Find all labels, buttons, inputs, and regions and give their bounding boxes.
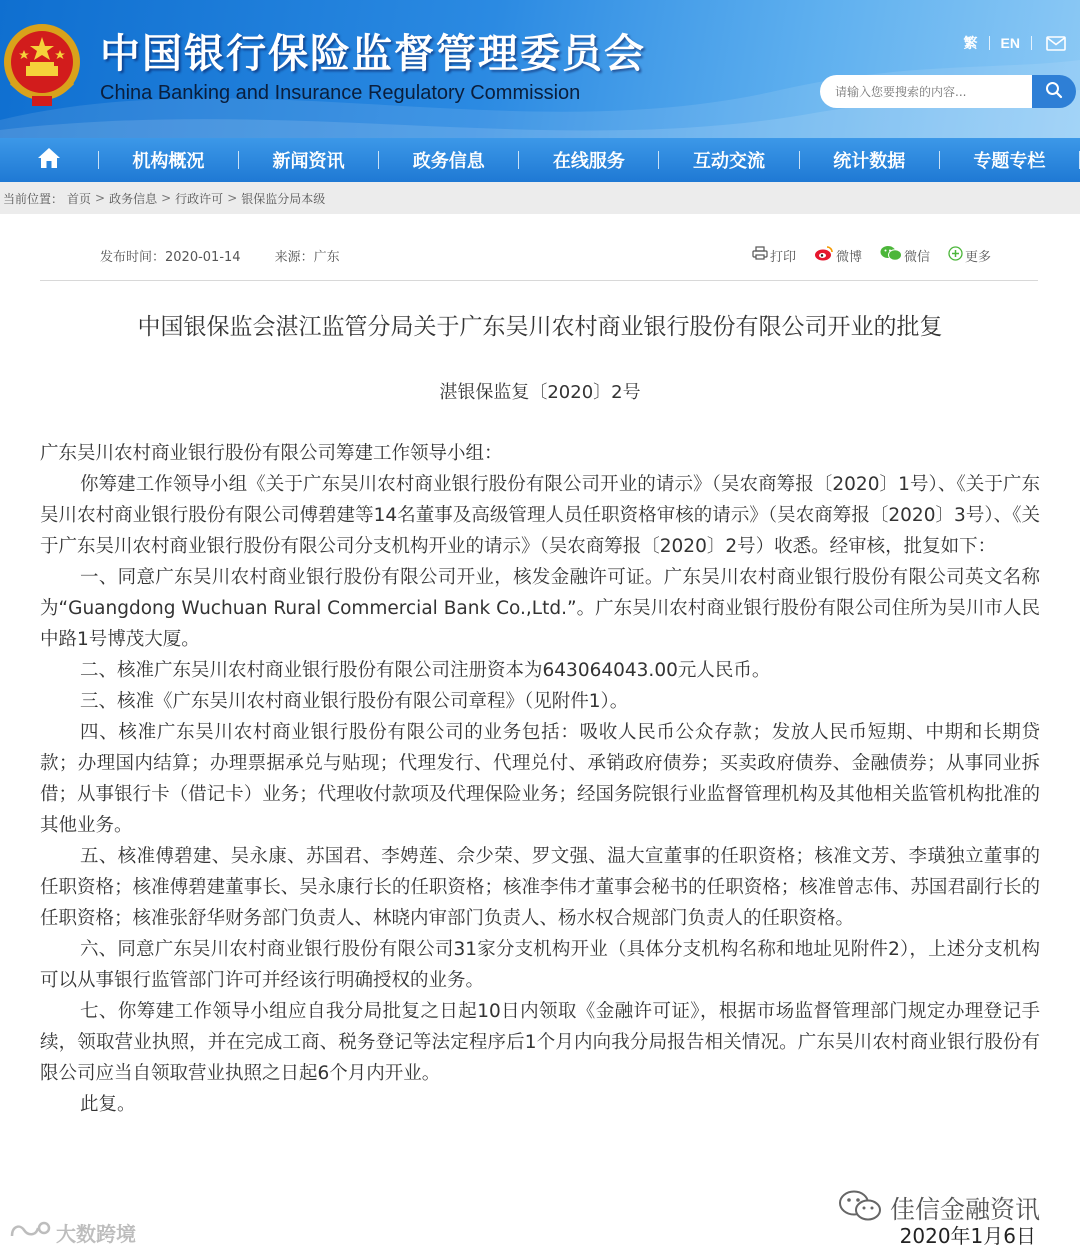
print-label: 打印 xyxy=(770,249,797,265)
article-paragraph: 二、核准广东吴川农村商业银行股份有限公司注册资本为643064043.00元人民币。 xyxy=(80,660,771,681)
nav-item-online-services[interactable]: 在线服务 xyxy=(552,151,625,172)
breadcrumb-prefix: 当前位置： xyxy=(3,191,64,206)
search-box xyxy=(820,75,1076,108)
search-icon xyxy=(1045,81,1063,103)
print-button[interactable] xyxy=(752,246,796,265)
breadcrumb xyxy=(0,182,1080,214)
search-button[interactable] xyxy=(1032,75,1076,108)
breadcrumb-admin-license-link[interactable]: 行政许可 xyxy=(175,191,224,206)
breadcrumb-government-info-link[interactable]: 政务信息 xyxy=(109,191,158,206)
publish-time: 发布时间：2020-01-14 xyxy=(100,250,241,265)
wechat-account-name: 佳信金融资讯 xyxy=(890,1195,1041,1224)
share-weibo-button[interactable] xyxy=(814,245,862,265)
breadcrumb-home-link[interactable]: 首页 xyxy=(67,191,92,206)
site-header xyxy=(0,0,1080,138)
printer-icon xyxy=(752,246,768,264)
breadcrumb-current-page[interactable]: 银保监分局本级 xyxy=(241,191,326,206)
more-label: 更多 xyxy=(965,249,992,265)
watermark-logo-icon xyxy=(8,1220,52,1246)
search-input[interactable] xyxy=(820,75,1034,108)
article-paragraph: 五、核准傅碧建、吴永康、苏国君、李娉莲、佘少荣、罗文强、温大宣董事的任职资格；核准文芳、李璜独立董事的任职资格；核准傅碧建董事长、吴永康行长的任职资格；核准李伟才董事会秘书的任职资格；核准曾志伟、苏国君副行长的任职资格；核准张舒华财务部门负责人、林晓内审部门负责人、杨水权合规部门负责人的任职资格。 xyxy=(40,846,1040,929)
nav-item-statistics[interactable]: 统计数据 xyxy=(833,151,906,172)
nav-home-button[interactable] xyxy=(0,138,98,182)
article-meta xyxy=(100,246,340,265)
weibo-label: 微博 xyxy=(836,249,863,265)
addressee: 广东吴川农村商业银行股份有限公司筹建工作领导小组： xyxy=(40,443,503,464)
national-emblem-logo[interactable] xyxy=(2,20,82,110)
article-paragraph: 七、你筹建工作领导小组应自我分局批复之日起10日内领取《金融许可证》，根据市场监督管理部门规定办理登记手续，领取营业执照，并在完成工商、税务登记等法定程序后1个月内向我分局报告相关情况。广东吴川农村商业银行股份有限公司应当自领取营业执照之日起6个月内开业。 xyxy=(40,1001,1040,1084)
signature-date: 2020年1月6日 xyxy=(899,1224,1036,1248)
plus-icon xyxy=(948,246,963,265)
weibo-icon xyxy=(814,245,834,265)
document-number: 湛银保监复〔2020〕2号 xyxy=(439,382,641,403)
share-wechat-button[interactable] xyxy=(880,245,930,265)
mail-icon[interactable] xyxy=(1032,36,1066,51)
wechat-label: 微信 xyxy=(904,249,931,265)
nav-item-news[interactable]: 新闻资讯 xyxy=(272,151,345,172)
article-paragraph: 四、核准广东吴川农村商业银行股份有限公司的业务包括：吸收人民币公众存款；发放人民币短期、中期和长期贷款；办理国内结算；办理票据承兑与贴现；代理发行、代理兑付、承销政府债券；买卖政府债券、金融债券；从事同业拆借；从事银行卡（借记卡）业务；代理收付款项及代理保险业务；经国务院银行业监督管理机构及其他相关监管机构批准的其他业务。 xyxy=(40,722,1040,836)
home-icon xyxy=(37,147,61,173)
english-version-link[interactable]: EN xyxy=(1000,35,1020,51)
share-toolbar xyxy=(752,245,991,265)
top-links xyxy=(953,33,1066,53)
share-more-button[interactable] xyxy=(948,246,991,265)
site-title-chinese: 中国银行保险监督管理委员会 xyxy=(100,30,646,77)
site-title-english: China Banking and Insurance Regulatory Commission xyxy=(100,82,581,104)
article-paragraph: 一、同意广东吴川农村商业银行股份有限公司开业，核发金融许可证。广东吴川农村商业银行股份有限公司英文名称为“Guangdong Wuchuan Rural Commercial Bank Co.,Ltd.”。广东吴川农村商业银行股份有限公司住所为吴川市人民中路1号博茂大厦。 xyxy=(40,567,1040,650)
wechat-icon xyxy=(880,245,902,265)
nav-item-government-info[interactable]: 政务信息 xyxy=(412,151,485,172)
nav-item-special-topics[interactable]: 专题专栏 xyxy=(973,151,1046,172)
article-paragraph: 六、同意广东吴川农村商业银行股份有限公司31家分支机构开业（具体分支机构名称和地址见附件2），上述分支机构可以从事银行监管部门许可并经该行明确授权的业务。 xyxy=(40,939,1040,991)
main-navigation xyxy=(0,138,1080,182)
breadcrumb-separator: > xyxy=(95,191,106,205)
wechat-icon xyxy=(838,1188,882,1228)
breadcrumb-separator: > xyxy=(161,191,172,205)
article-title: 中国银保监会湛江监管分局关于广东吴川农村商业银行股份有限公司开业的批复 xyxy=(137,314,943,340)
article-body xyxy=(40,438,1040,1120)
watermark-text: 大数跨境 xyxy=(56,1222,136,1246)
bottom-left-watermark xyxy=(8,1218,136,1247)
nav-item-interaction[interactable]: 互动交流 xyxy=(693,151,766,172)
traditional-chinese-link[interactable]: 繁 xyxy=(963,35,978,51)
article-closing: 此复。 xyxy=(80,1094,136,1115)
breadcrumb-separator: > xyxy=(227,191,238,205)
article-paragraph: 三、核准《广东吴川农村商业银行股份有限公司章程》（见附件1）。 xyxy=(80,691,629,712)
article-paragraph: 你筹建工作领导小组《关于广东吴川农村商业银行股份有限公司开业的请示》（吴农商筹报〔2020〕1号）、《关于广东吴川农村商业银行股份有限公司傅碧建等14名董事及高级管理人员任职资格审核的请示》（吴农商筹报〔2020〕3号）、《关于广东吴川农村商业银行股份有限公司分支机构开业的请示》（吴农商筹报〔2020〕2号）收悉。经审核，批复如下： xyxy=(40,474,1040,557)
nav-item-organization[interactable]: 机构概况 xyxy=(132,151,205,172)
meta-divider xyxy=(40,280,1038,281)
article-source: 来源：广东 xyxy=(274,250,340,265)
